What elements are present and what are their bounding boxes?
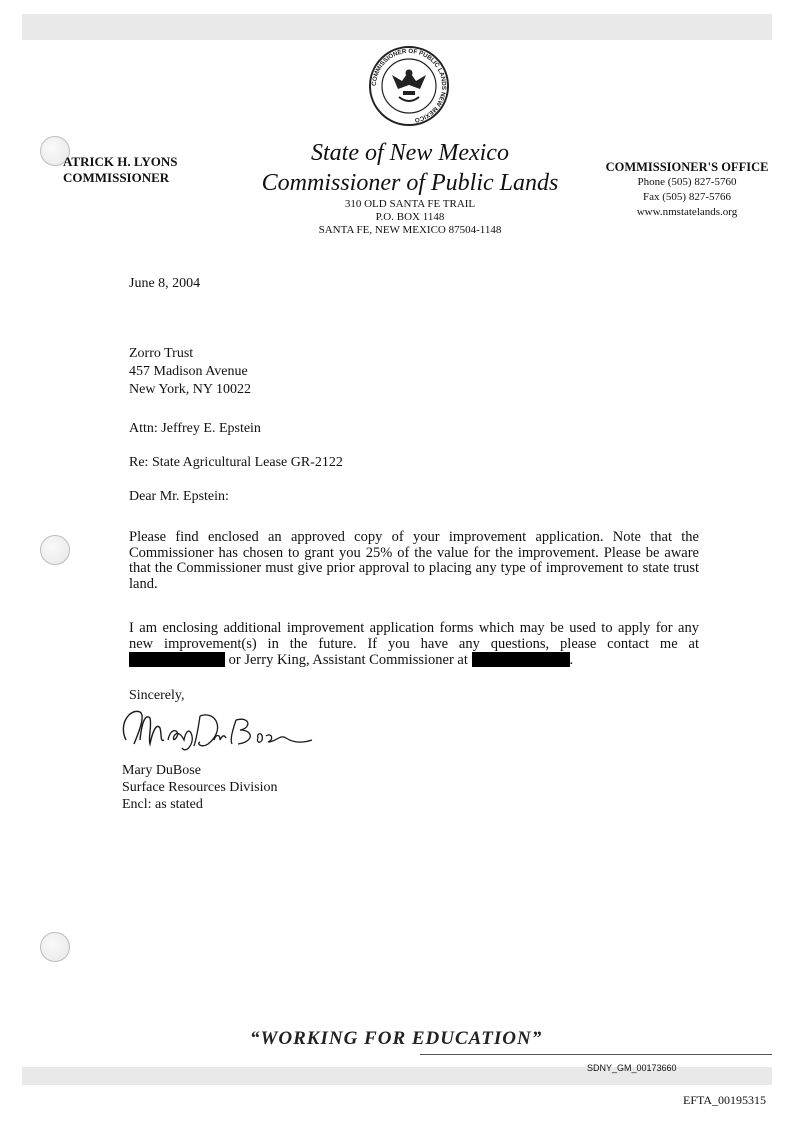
paragraph-2-end: . [569, 652, 574, 668]
reference-line: Re: State Agricultural Lease GR-2122 [129, 455, 343, 470]
office-phone: Phone (505) 827-5760 [637, 176, 737, 188]
state-line: State of New Mexico [311, 140, 509, 166]
commissioner-block [63, 154, 178, 186]
body-paragraph-2 [129, 621, 699, 669]
punch-hole-bottom [40, 932, 70, 962]
office-fax: Fax (505) 827-5766 [643, 191, 731, 203]
recipient-address [129, 345, 251, 399]
signer-division: Surface Resources Division [122, 780, 278, 795]
closing: Sincerely, [129, 688, 185, 703]
attention-line: Attn: Jeffrey E. Epstein [129, 421, 261, 436]
body-paragraph-1: Please find enclosed an approved copy of your improvement application. Note that the Commissioner has chosen to grant you 25% of the value for the improvement. Please be aware that the Commissioner must give prior approval to placing any type of improvement to state trust land. [129, 529, 699, 592]
signer-name: Mary DuBose [122, 763, 201, 778]
scan-band-top [22, 14, 772, 40]
office-website: www.nmstatelands.org [636, 206, 738, 218]
address-line-1: 310 OLD SANTA FE TRAIL [344, 198, 476, 210]
state-seal-icon [368, 45, 450, 127]
redaction-block [129, 652, 225, 667]
recipient-line: New York, NY 10022 [129, 382, 251, 397]
signer-block [122, 762, 278, 813]
recipient-line: Zorro Trust [129, 346, 194, 361]
footer-motto: “WORKING FOR EDUCATION” [250, 1028, 543, 1049]
paragraph-2-text: I am enclosing additional improvement application forms which may be used to apply for any new improvement(s) in the future. If you have any questions, please contact me at [129, 620, 699, 652]
letterhead-center [240, 138, 580, 237]
enclosure-note: Encl: as stated [122, 797, 203, 812]
bates-number: SDNY_GM_00173660 [587, 1063, 677, 1073]
salutation: Dear Mr. Epstein: [129, 489, 229, 504]
footer-rule [420, 1054, 772, 1055]
redaction-block [472, 652, 570, 667]
handwritten-signature [116, 700, 316, 760]
commissioner-title: COMMISSIONER [63, 170, 170, 185]
office-contact-block [598, 160, 776, 220]
efta-number: EFTA_00195315 [683, 1093, 767, 1107]
punch-hole-middle [40, 535, 70, 565]
paragraph-2-text-continued: or Jerry King, Assistant Commissioner at [228, 652, 468, 668]
agency-line: Commissioner of Public Lands [261, 170, 559, 196]
office-title: COMMISSIONER'S OFFICE [605, 160, 769, 174]
letter-date: June 8, 2004 [129, 276, 201, 291]
address-line-3: SANTA FE, NEW MEXICO 87504-1148 [318, 224, 502, 236]
recipient-line: 457 Madison Avenue [129, 364, 248, 379]
commissioner-name: ATRICK H. LYONS [63, 154, 178, 169]
svg-text:COMMISSIONER OF PUBLIC LANDS N: COMMISSIONER OF PUBLIC LANDS NEW MEXICO [370, 47, 448, 124]
address-line-2: P.O. BOX 1148 [375, 211, 445, 223]
